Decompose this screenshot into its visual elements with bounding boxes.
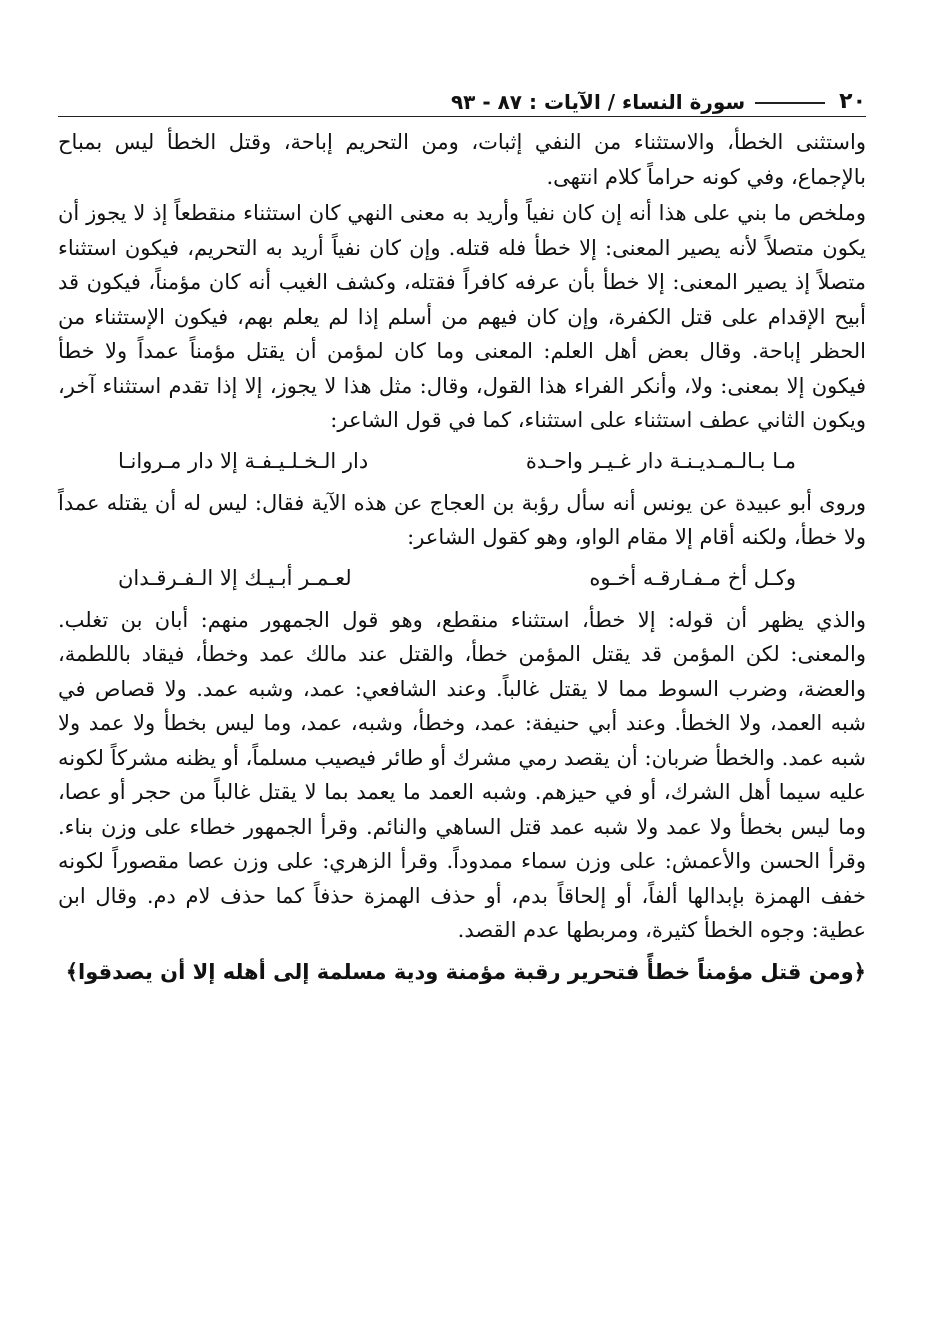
paragraph-2: وملخص ما بني على هذا أنه إن كان نفياً وأريد به معنى النهي كان استثناء منقطعاً إذ لا يجوز أن يكون متصلاً لأنه يصير المعنى: إلا خطأ فله قتله. وإن كان نفياً أريد به التحريم، فيكون استثناء متصلاً إذ يصير المعنى: إلا خطأ بأن عرفه كافراً فقتله، وكشف الغيب أنه كان مؤمناً، فيكون قد أبيح الإقدام على قتل الكفرة، وإن كان فيهم من أسلم إذا لم يعلم بهم، فيكون الإستثناء من الحظر إباحة. وقال بعض أهل العلم: المعنى وما كان لمؤمن أن يقتل مؤمناً عمداً ولا خطأ فيكون إلا بمعنى: ولا، وأنكر الفراء هذا القول، وقال: مثل هذا لا يجوز، إلا إذا تقدم استثناء آخر، ويكون الثاني عطف استثناء على استثناء، كما في قول الشاعر: [58, 201, 866, 432]
book-page [58, 78, 866, 1278]
page-number: ٢٠ [839, 89, 866, 114]
verse-1-second-hemistich: دار الـخـلـيـفـة إلا دار مـروانـا [118, 448, 369, 473]
paragraph-1: واستثنى الخطأ، والاستثناء من النفي إثبات، ومن التحريم إباحة، وقتل الخطأ ليس بمباح بالإجماع، وفي كونه حراماً كلام انتهى. [58, 130, 866, 189]
quran-verse: ﴿ومن قتل مؤمناً خطأً فتحرير رقبة مؤمنة ودية مسلمة إلى أهله إلا أن يصدقوا﴾ [65, 959, 866, 984]
verse-1-first-hemistich: مـا بـالـمـديـنـة دار غـيـر واحـدة [525, 448, 796, 473]
verse-2-second-hemistich: لعـمـر أبـيـك إلا الـفـرقـدان [118, 565, 352, 590]
poetry-verse-1 [58, 442, 866, 480]
verse-2-first-hemistich: وكـل أخ مـفـارقـه أخـوه [589, 565, 796, 590]
poetry-verse-2 [58, 559, 866, 597]
paragraph-3: وروى أبو عبيدة عن يونس أنه سأل رؤبة بن العجاج عن هذه الآية فقال: ليس له أن يقتله عمداً ولا خطأ، ولكنه أقام إلا مقام الواو، وهو كقول الشاعر: [58, 490, 866, 549]
page-header [58, 78, 866, 117]
paragraph-4: والذي يظهر أن قوله: إلا خطأ، استثناء منقطع، وهو قول الجمهور منهم: أبان بن تغلب. والمعنى: لكن المؤمن قد يقتل المؤمن خطأ، والقتل عند مالك عمد وخطأ، فيقاد باللطمة، والعضة، وضرب السوط مما لا يقتل غالباً. وعند الشافعي: عمد، وشبه عمد. ولا قصاص في شبه العمد، ولا الخطأ. وعند أبي حنيفة: عمد، وخطأ، وشبه، عمد، وما ليس بخطأ ولا عمد ولا شبه عمد. والخطأ ضربان: أن يقصد رمي مشرك أو طائر فيصيب مسلماً، أو يظنه مشركاً لكونه عليه سيما أهل الشرك، أو في حيزهم. وشبه العمد ما يعمد بما لا يقتل غالباً من حجر أو عصا، وما ليس بخطأ ولا عمد ولا شبه عمد قتل الساهي والنائم. وقرأ الجمهور خطاء على وزن بناء. وقرأ الحسن والأعمش: على وزن سماء ممدوداً. وقرأ الزهري: على وزن عصا مقصوراً لكونه خفف الهمزة بإبدالها ألفاً، أو إلحاقاً بدم، أو حذف الهمزة حذفاً كما حذف لام دم. وقال ابن عطية: وجوه الخطأ كثيرة، ومربطها عدم القصد. [58, 607, 866, 942]
page-body [58, 125, 866, 990]
header-rule [755, 102, 825, 104]
running-head: سورة النساء / الآيات : ٨٧ - ٩٣ [450, 90, 746, 114]
